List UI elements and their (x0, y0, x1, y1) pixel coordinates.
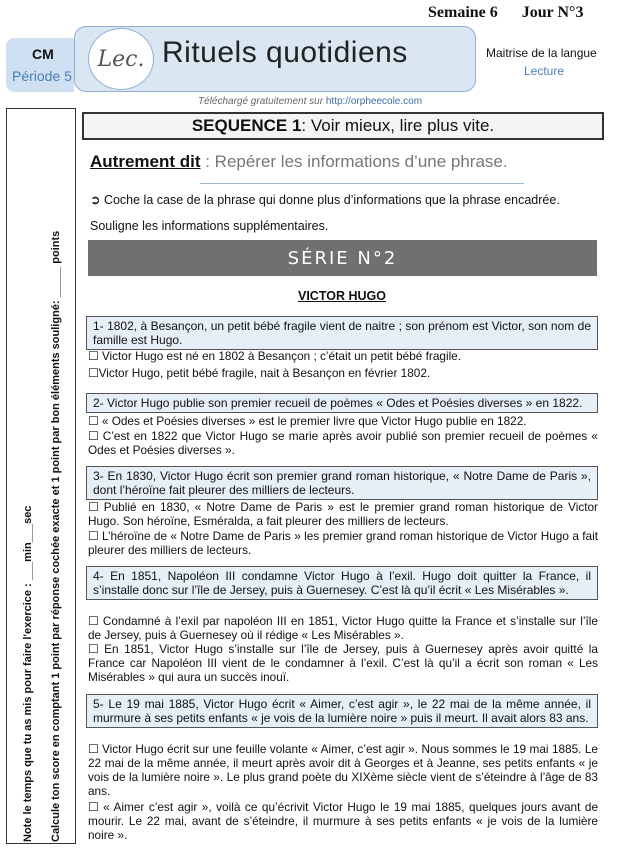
question-box-4: 4- En 1851, Napoléon III condamne Victor Hugo à l’exil. Hugo doit quitter la France, il s’installe donc sur l’île de Jersey, puis à Guernesey. C’est là qu’il écrit « Les Misérables ». (86, 566, 598, 600)
autrement-heading (90, 152, 508, 172)
serie-banner: SÉRIE N°2 (88, 240, 597, 276)
subsubject-label: Lecture (524, 64, 565, 78)
answer-5a[interactable]: ☐ Victor Hugo écrit sur une feuille volante « Aimer, c’est agir ». Nous sommes le 19 mai 1885. Le 22 mai de la même année, il meurt après avoir dit à Georges et à Jeanne, ses petits enfants « je vois de la lumière noire ». Le plus grand poète du XIXème siècle vient de s’éteindre à l’âge de 83 ans. (88, 742, 598, 798)
time-instruction: Note le temps que tu as mis pour faire l'exercice : ___min___sec (22, 505, 34, 842)
periode-label: Période 5 (12, 68, 72, 84)
score-instructions (14, 112, 70, 842)
week-day-label (428, 4, 603, 22)
sequence-heading (82, 112, 604, 140)
semaine-label: Semaine 6 (428, 4, 498, 21)
download-note (198, 96, 422, 107)
answer-3b[interactable]: ☐ L’héroïne de « Notre Dame de Paris » les premier grand roman historique de Victor Hugo a fait pleurer des milliers de lecteurs. (88, 529, 598, 557)
text-title: VICTOR HUGO (298, 289, 386, 303)
divider (200, 183, 524, 184)
download-link[interactable]: http://orpheecole.com (325, 96, 423, 107)
answer-5b[interactable]: ☐ « Aimer c’est agir », voilà ce qu’écrivit Victor Hugo le 19 mai 1885, quelques jours avant de mourir. Le 22 mai, avant de s’éteindre, il murmure à ses petits enfants « je vois de la lumière noire ». (88, 800, 598, 842)
sequence-label: SEQUENCE 1 (191, 116, 302, 135)
autrement-rest: : Repérer les informations d’une phrase. (200, 152, 508, 171)
answer-2b[interactable]: ☐ C’est en 1822 que Victor Hugo se marie après avoir publié son premier recueil de poèmes « Odes et Poésies diverses ». (88, 429, 598, 457)
autrement-label: Autrement dit (90, 152, 201, 171)
subject-label: Maitrise de la langue (486, 46, 597, 60)
answer-1b[interactable]: ☐Victor Hugo, petit bébé fragile, nait à Besançon en février 1802. (88, 366, 431, 380)
question-box-2: 2- Victor Hugo publie son premier recueil de poèmes « Odes et Poésies diverses » en 1822. (86, 393, 598, 413)
question-box-3: 3- En 1830, Victor Hugo écrit son premier grand roman historique, « Notre Dame de Paris », dont l’héroïne fait pleurer des milliers de lecteurs. (86, 466, 598, 500)
lec-logo: Lec. (88, 28, 154, 90)
score-instruction: Calcule ton score en comptant 1 point par réponse cochée exacte et 1 point par bon éléments souligné: _____ points (50, 230, 62, 842)
download-prefix: Téléchargé gratuitement sur (198, 96, 324, 107)
jour-label: Jour N°3 (521, 4, 584, 21)
answer-4b[interactable]: ☐ En 1851, Victor Hugo s’installe sur l’île de Jersey, puis à Guernesey après avoir quitté la France car Napoléon III vient de le condamner à l’exil. C’est là qu’il a écrit son roman « Les Misérables » qui aura un succès inouï. (88, 642, 598, 684)
level-label: CM (32, 46, 54, 62)
instruction-2: Souligne les informations supplémentaires. (90, 219, 329, 233)
question-box-1: 1- 1802, à Besançon, un petit bébé fragile vient de naitre ; son prénom est Victor, son nom de famille est Hugo. (86, 316, 598, 350)
sequence-rest: : Voir mieux, lire plus vite. (301, 116, 495, 135)
page-title: Rituels quotidiens (162, 36, 408, 69)
answer-4a[interactable]: ☐ Condamné à l’exil par napoléon III en 1851, Victor Hugo quitte la France et s’installe sur l’île de Jersey, puis à Guernesey où il rédige « Les Misérables ». (88, 614, 598, 642)
question-box-5: 5- Le 19 mai 1885, Victor Hugo écrit « Aimer, c’est agir », le 22 mai de la même année, il murmure à ses petits enfants « je vois de la lumière noire » puis il meurt. Il avait alors 83 ans. (86, 694, 598, 728)
answer-1a[interactable]: ☐ Victor Hugo est né en 1802 à Besançon ; c’était un petit bébé fragile. (88, 349, 462, 363)
instruction-1: ➲ Coche la case de la phrase qui donne plus d’informations que la phrase encadrée. (90, 193, 560, 207)
answer-3a[interactable]: ☐ Publié en 1830, « Notre Dame de Paris » est le premier grand roman historique de Victor Hugo. Son héroïne, Esméralda, a fait pleurer des milliers de lecteurs. (88, 500, 598, 528)
answer-2a[interactable]: ☐ « Odes et Poésies diverses » est le premier livre que Victor Hugo publie en 1822. (88, 414, 527, 428)
